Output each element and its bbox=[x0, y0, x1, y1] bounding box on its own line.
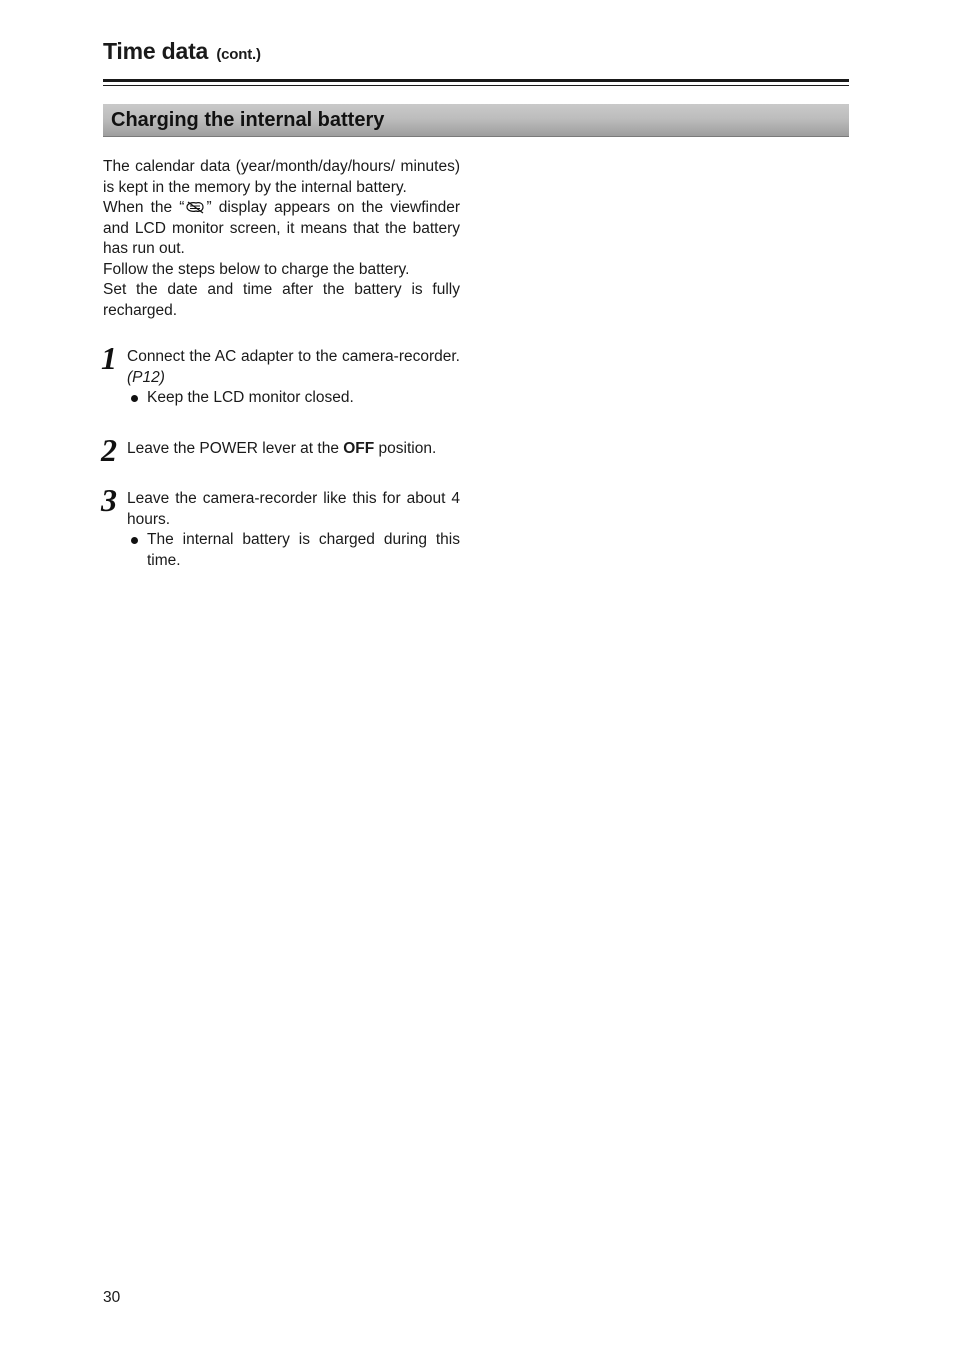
internal-battery-empty-icon bbox=[184, 200, 206, 214]
page-reference: (P12) bbox=[127, 368, 165, 386]
step-text-bold: OFF bbox=[343, 439, 375, 457]
step-text: Leave the camera-recorder like this for about 4 hours. bbox=[127, 490, 460, 528]
intro-paragraph-2 bbox=[103, 198, 460, 260]
intro-paragraph-4: Set the date and time after the battery is fully recharged. bbox=[103, 281, 460, 319]
header-rule-thin bbox=[103, 85, 849, 86]
step-bullet bbox=[127, 530, 460, 571]
page-header bbox=[103, 36, 849, 70]
step-bullet-text: The internal battery is charged during this time. bbox=[147, 531, 460, 569]
step-text-before: Leave the POWER lever at the bbox=[127, 439, 344, 457]
page-title-text: Time data bbox=[103, 38, 209, 64]
main-column bbox=[103, 157, 460, 601]
step-bullet bbox=[127, 388, 460, 409]
step-text-main: Connect the AC adapter to the camera-recorder. bbox=[127, 348, 460, 365]
intro-paragraph-2-after: ” display appears on the viewfinder and LCD monitor screen, it means that the battery has run out. bbox=[103, 199, 461, 257]
step-1 bbox=[101, 340, 460, 409]
step-text-after: position. bbox=[374, 439, 437, 457]
step-number: 3 bbox=[101, 482, 117, 518]
section-title: Charging the internal battery bbox=[111, 109, 385, 131]
step-number: 1 bbox=[101, 340, 117, 376]
header-rule-thick bbox=[103, 79, 849, 82]
page-title-cont: (cont.) bbox=[216, 46, 261, 63]
intro-paragraph-1: The calendar data (year/month/day/hours/ minutes) is kept in the memory by the internal battery. bbox=[103, 158, 460, 196]
intro-paragraph-2-before: When the “ bbox=[103, 199, 185, 216]
page-number: 30 bbox=[103, 1289, 121, 1306]
step-text bbox=[127, 439, 460, 460]
step-bullet-text: Keep the LCD monitor closed. bbox=[147, 389, 354, 406]
step-text bbox=[127, 347, 460, 388]
intro-text bbox=[103, 157, 460, 321]
step-number: 2 bbox=[101, 431, 117, 468]
page-title bbox=[103, 36, 849, 70]
step-3 bbox=[101, 482, 460, 571]
section-heading-bar bbox=[103, 104, 849, 137]
step-2 bbox=[101, 431, 460, 468]
bullet-dot-icon bbox=[131, 537, 138, 544]
bullet-dot-icon bbox=[131, 395, 138, 402]
intro-paragraph-3: Follow the steps below to charge the battery. bbox=[103, 260, 410, 278]
steps-list bbox=[101, 340, 460, 571]
